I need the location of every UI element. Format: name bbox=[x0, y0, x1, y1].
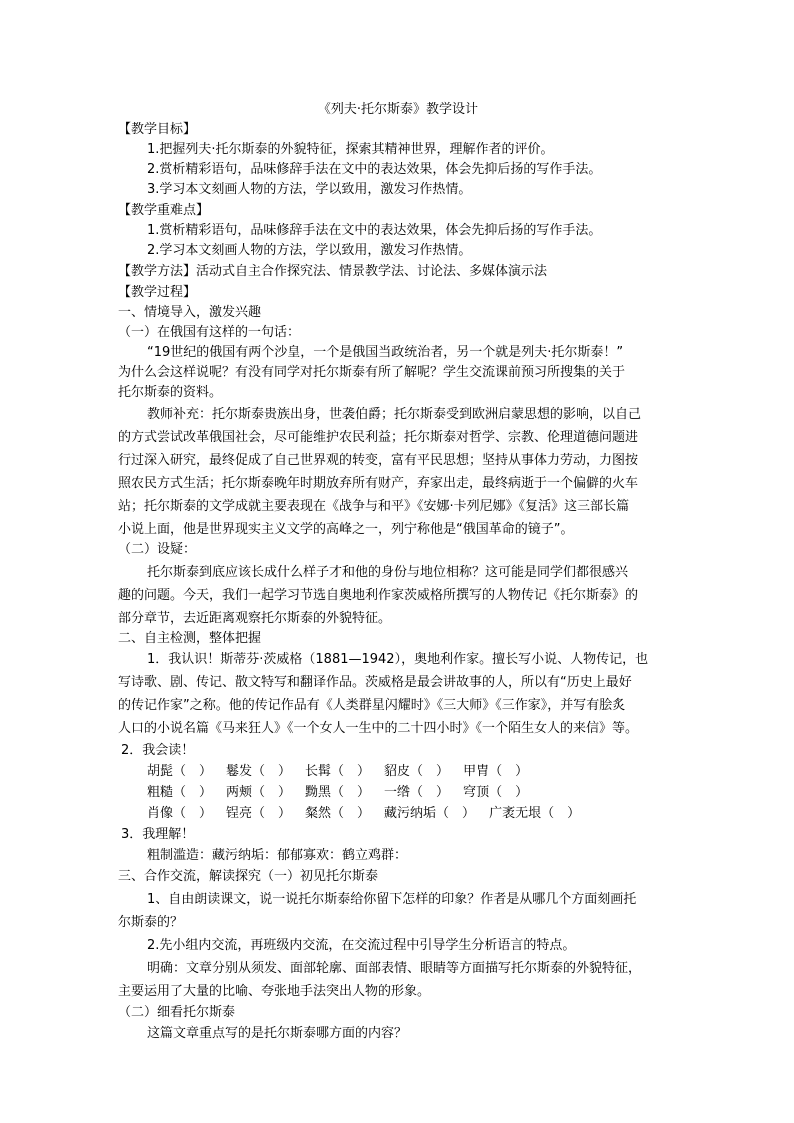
part-heading-3: 三、合作交流，解读探究（一）初见托尔斯泰 bbox=[118, 869, 379, 884]
paragraph-text: 的传记作家”之称。他的传记作品有《人类群星闪耀时》《三大师》《三作家》，并写有脍炙 bbox=[118, 698, 626, 713]
paragraph-text: 的方式尝试改革俄国社会，尽可能维护农民利益；托尔斯泰对哲学、宗教、伦理道德问题进 bbox=[118, 430, 639, 445]
paragraph-text: 明确：文章分别从须发、面部轮廓、面部表情、眼睛等方面描写托尔斯泰的外貌特征， bbox=[147, 961, 642, 976]
paragraph-text: 2.先小组内交流，再班级内交流，在交流过程中引导学生分析语言的特点。 bbox=[147, 938, 576, 953]
paragraph-text: 小说上面，他是世界现实主义文学的高峰之一，列宁称他是“俄国革命的镜子”。 bbox=[118, 522, 574, 537]
paragraph-text: 托尔斯泰的资料。 bbox=[118, 385, 223, 400]
paragraph-text: 为什么会这样说呢？有没有同学对托尔斯泰有所了解呢？学生交流课前预习所搜集的关于 bbox=[118, 365, 626, 380]
word-item: 锃亮（ ） bbox=[226, 806, 292, 821]
paragraph-text: 教师补充：托尔斯泰贵族出身，世袭伯爵；托尔斯泰受到欧洲启蒙思想的影响，以自己 bbox=[147, 407, 642, 422]
paragraph-text: 1．我认识！斯蒂芬·茨威格（1881—1942），奥地利作家。擅长写小说、人物传记，也 bbox=[147, 652, 649, 667]
goal-item-1: 1.把握列夫·托尔斯泰的外貌特征，探索其精神世界，理解作者的评价。 bbox=[147, 142, 554, 157]
goal-item-3: 3.学习本文刻画人物的方法，学以致用，激发习作热情。 bbox=[147, 182, 472, 197]
word-item: 貂皮（ ） bbox=[384, 764, 450, 779]
paragraph-text: 站；托尔斯泰的文学成就主要表现在《战争与和平》《安娜·卡列尼娜》《复活》这三部长篇 bbox=[118, 499, 630, 514]
document-title: 《列夫·托尔斯泰》教学设计 bbox=[317, 102, 479, 117]
word-row bbox=[147, 804, 707, 824]
paragraph-text: 行过深入研究，最终促成了自己世界观的转变，富有平民思想；坚持从事体力劳动，力图按 bbox=[118, 453, 639, 468]
paragraph-text: 托尔斯泰到底应该长成什么样子才和他的身份与地位相称？这可能是同学们都很感兴 bbox=[147, 565, 629, 580]
word-item: 藏污纳垢（ ） bbox=[384, 806, 476, 821]
word-row bbox=[147, 783, 707, 803]
section-heading-process: 【教学过程】 bbox=[118, 285, 197, 300]
paragraph-text: 主要运用了大量的比喻、夸张地手法突出人物的形象。 bbox=[118, 984, 431, 999]
paragraph-text: 部分章节，去近距离观察托尔斯泰的外貌特征。 bbox=[118, 611, 392, 626]
paragraph-text: 照农民方式生活；托尔斯泰晚年时期放弃所有财产，弃家出走，最终病逝于一个偏僻的火车 bbox=[118, 476, 639, 491]
paragraph-text: 1、自由朗读课文，说一说托尔斯泰给你留下怎样的印象？作者是从哪几个方面刻画托 bbox=[147, 892, 637, 907]
subsection-heading: （二）设疑： bbox=[118, 542, 197, 557]
part-heading-1: 一、情境导入，激发兴趣 bbox=[118, 305, 262, 320]
word-item: 穹顶（ ） bbox=[463, 785, 529, 800]
section-heading-methods: 【教学方法】活动式自主合作探究法、情景教学法、讨论法、多媒体演示法 bbox=[118, 264, 548, 279]
word-item: 一绺（ ） bbox=[384, 785, 450, 800]
word-item: 两颊（ ） bbox=[226, 785, 292, 800]
part-heading-2: 二、自主检测，整体把握 bbox=[118, 631, 262, 646]
subsection-heading: （一）在俄国有这样的一句话： bbox=[118, 325, 301, 340]
section-heading-difficulties: 【教学重难点】 bbox=[118, 203, 210, 218]
word-item: 广袤无垠（ ） bbox=[489, 806, 581, 821]
word-row bbox=[147, 762, 707, 782]
word-item: 胡髭（ ） bbox=[147, 764, 213, 779]
exercise-heading-understand: 3．我理解！ bbox=[121, 827, 195, 842]
word-item: 粗糙（ ） bbox=[147, 785, 213, 800]
paragraph-text: 尔斯泰的？ bbox=[118, 915, 184, 930]
word-item: 肖像（ ） bbox=[147, 806, 213, 821]
exercise-heading-read: 2．我会读！ bbox=[121, 743, 195, 758]
goal-item-2: 2.赏析精彩语句，品味修辞手法在文中的表达效果，体会先抑后扬的写作手法。 bbox=[147, 162, 602, 177]
paragraph-text: 趣的问题。今天，我们一起学习节选自奥地利作家茨威格所撰写的人物传记《托尔斯泰》的 bbox=[118, 588, 639, 603]
word-item: 长髯（ ） bbox=[305, 764, 371, 779]
word-item: 甲胄（ ） bbox=[463, 764, 529, 779]
word-item: 鬈发（ ） bbox=[226, 764, 292, 779]
word-item: 粲然（ ） bbox=[305, 806, 371, 821]
difficulty-item-1: 1.赏析精彩语句，品味修辞手法在文中的表达效果，体会先抑后扬的写作手法。 bbox=[147, 223, 602, 238]
paragraph-text: “19世纪的俄国有两个沙皇，一个是俄国当政统治者，另一个就是列夫·托尔斯泰！” bbox=[147, 345, 624, 360]
section-heading-goals: 【教学目标】 bbox=[118, 122, 197, 137]
paragraph-text: 写诗歌、剧、传记、散文特写和翻译作品。茨威格是最会讲故事的人，所以有“历史上最好 bbox=[118, 675, 632, 690]
paragraph-text: 人口的小说名篇《马来狂人》《一个女人一生中的二十四小时》《一个陌生女人的来信》等。 bbox=[118, 721, 639, 736]
paragraph-text: 这篇文章重点写的是托尔斯泰哪方面的内容？ bbox=[147, 1026, 408, 1041]
word-item: 黝黑（ ） bbox=[305, 785, 371, 800]
subsection-heading: （二）细看托尔斯泰 bbox=[118, 1005, 236, 1020]
paragraph-text: 粗制滥造：藏污纳垢：郁郁寡欢：鹤立鸡群： bbox=[147, 848, 408, 863]
difficulty-item-2: 2.学习本文刻画人物的方法，学以致用，激发习作热情。 bbox=[147, 243, 472, 258]
